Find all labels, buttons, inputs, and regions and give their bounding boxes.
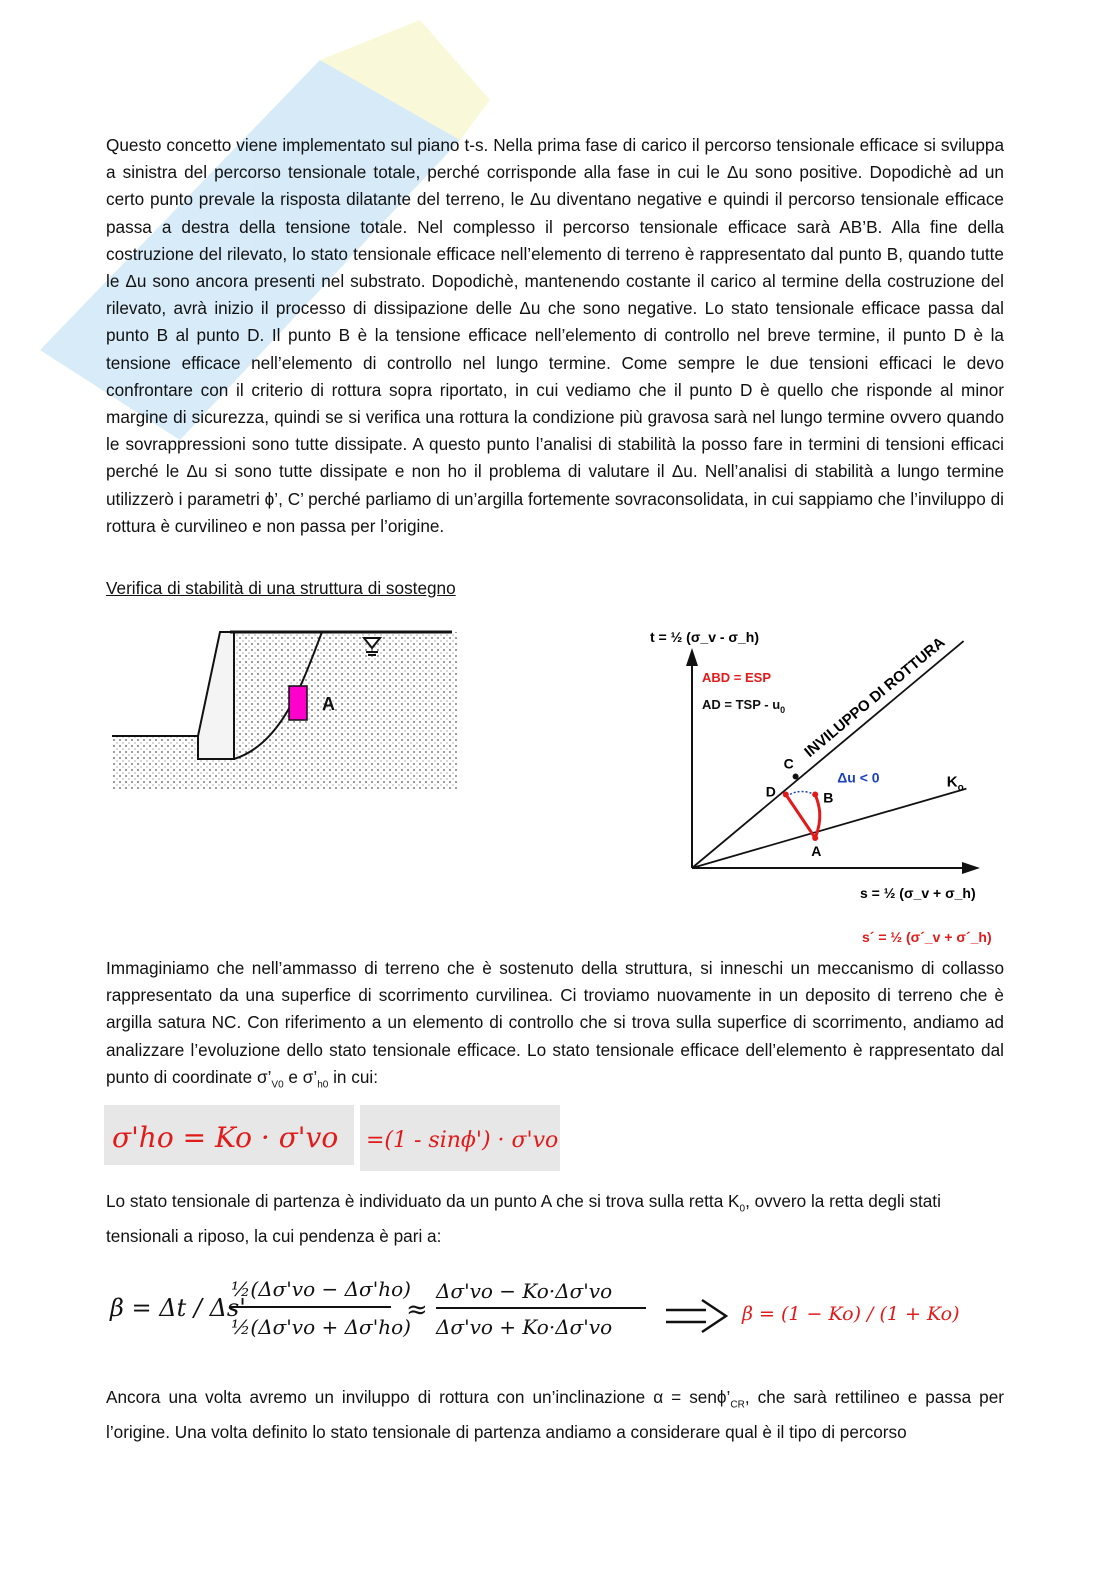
chart-point-c: [793, 774, 799, 780]
delta-u-label: Δu < 0: [837, 769, 880, 786]
svg-text:≈: ≈: [406, 1295, 428, 1325]
legend-tsp: AD = TSP - $u_0$: [702, 697, 786, 715]
equation-sigma-h0-text: σ'ho = Ko · σ'vo: [112, 1121, 339, 1154]
envelope-label: INVILUPPO DI ROTTURA: [801, 633, 949, 761]
implies-arrow-icon: [666, 1300, 726, 1332]
element-label-a: A: [322, 694, 335, 714]
k0-label: $K_o$: [946, 773, 964, 794]
chart-point-b: [812, 792, 818, 798]
chart-point-label-a: A: [811, 843, 822, 859]
effective-stress-path: [786, 795, 820, 839]
beta-mid2-num: Δσ'vo − Ko·Δσ'vo: [436, 1279, 613, 1303]
beta-mid1-num: ½(Δσ'vo − Δσ'ho): [231, 1277, 411, 1301]
stress-path-chart: [640, 620, 1000, 950]
x-axis-label-effective: s´ = ½ (σ´_v + σ´_h): [862, 929, 992, 945]
beta-mid2-den: Δσ'vo + Ko·Δσ'vo: [436, 1315, 613, 1339]
y-axis-arrow: [686, 648, 698, 666]
chart-point-label-d: D: [765, 783, 776, 800]
paragraph-1: Questo concetto viene implementato sul piano t-s. Nella prima fase di carico il percorso tensionale efficace si sviluppa a sinistra del percorso tensionale totale, perché corrisponde alla fase in cui le Δu sono positive. Dopodichè ad un certo punto prevale la risposta dilatante del terreno, le Δu diventano negative e quindi il percorso tensionale efficace passa a destra della tensione totale. Nel complesso il percorso tensionale efficace sarà AB’B. Alla fine della costruzione del rilevato, lo stato tensionale efficace nell’elemento di terreno è rappresentato dal punto B, quando tutte le Δu sono ancora presenti nel substrato. Dopodichè, mantenendo costante il carico al termine della costruzione del rilevato, avrà inizio il processo di dissipazione delle Δu che sono negative. Lo stato tensionale efficace passa dal punto B al punto D. Il punto B è la tensione efficace nell’elemento di controllo nel breve termine, il punto D è la tensione efficace nell’elemento di controllo nel lungo termine. Come sempre le due tensioni efficaci le devo confrontare con il criterio di rottura sopra riportato, in cui vediamo che il punto D è quello che risponde al minor margine di sicurezza, quindi se si verifica una rottura la condizione più gravosa sarà nel lungo termine ovvero quando le sovrappressioni sono tutte dissipate. A questo punto l’analisi di stabilità la posso fare in termini di tensioni efficaci perché le Δu si sono tutte dissipate e non ho il problema di valutare il Δu. Nell’analisi di stabilità a lungo termine utilizzerò i parametri ϕ’, C’ perché parliamo di un’argilla fortemente sovraconsolidata, in cui sappiamo che l’inviluppo di rottura è curvilineo e non passa per l’origine.: [106, 135, 1004, 536]
beta-result: β = (1 − Ko) / (1 + Ko): [742, 1303, 960, 1325]
control-element: [289, 686, 307, 720]
paragraph-3: Lo stato tensionale di partenza è individuato da un punto A che si trova sulla retta $K_0$, ovvero la retta degli stati tensionali a riposo, la cui pendenza è pari a:: [106, 1191, 941, 1246]
beta-lhs: β = Δt / Δs': [110, 1294, 246, 1322]
equation-sigma-h0: [104, 1105, 354, 1165]
paragraph-2: Immaginiamo che nell’ammasso di terreno che è sostenuto della struttura, si inneschi un meccanismo di collasso rappresentato da una superfice di scorrimento curvilinea. Ci troviamo nuovamente in un deposito di terreno che è argilla satura NC. Con riferimento a un elemento di controllo che si trova sulla superfice di scorrimento, andiamo ad analizzare l’evoluzione dello stato tensionale efficace. Lo stato tensionale efficace dell’elemento è rappresentato dal punto di coordinate $\sigma’_{V0}$ e $\sigma’_{h0}$ in cui:: [106, 958, 1004, 1091]
chart-point-label-b: B: [823, 789, 834, 806]
dissipation-arrow: [790, 792, 815, 795]
x-axis-arrow: [962, 862, 980, 874]
chart-point-d: [783, 792, 789, 798]
chart-point-label-c: C: [783, 755, 794, 772]
retaining-wall-figure: [112, 624, 457, 789]
x-axis-label: s = ½ (σ_v + σ_h): [860, 885, 976, 901]
equation-beta: [106, 1262, 960, 1352]
equation-jaky: [360, 1105, 560, 1171]
paragraph-4: Ancora una volta avremo un inviluppo di rottura con un’inclinazione $\alpha = sen\phi’_{CR}$, che sarà rettilineo e passa per l’origine. Una volta definito lo stato tensionale di partenza andiamo a considerare qual è il tipo di percorso: [106, 1387, 1004, 1442]
beta-mid1-den: ½(Δσ'vo + Δσ'ho): [231, 1315, 411, 1339]
section-heading: Verifica di stabilità di una struttura di sostegno: [106, 578, 456, 598]
y-axis-label: t = ½ (σ_v - σ_h): [650, 629, 760, 645]
equation-jaky-text: =(1 - sinϕ') · σ'vo: [366, 1128, 559, 1153]
chart-point-a: [812, 835, 818, 841]
legend-esp: ABD = ESP: [702, 670, 771, 685]
